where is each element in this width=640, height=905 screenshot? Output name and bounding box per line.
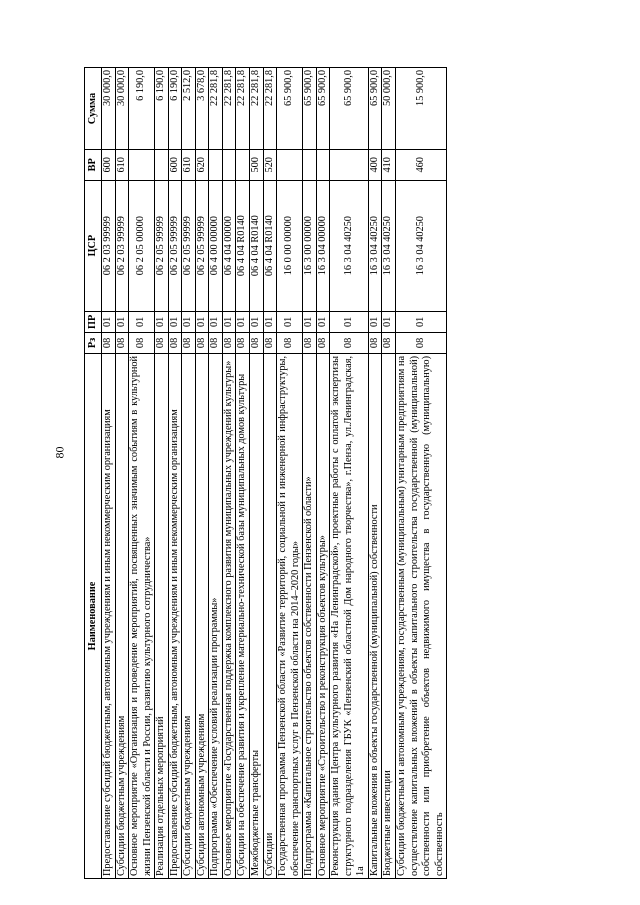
table-row [368,68,382,879]
cell-sum: 15 900,0 [396,68,447,150]
cell-rz: 08 [155,332,169,353]
cell-csr: 16 0 00 00000 [277,180,303,311]
cell-rz: 08 [209,332,223,353]
cell-name: Субсидии [263,353,277,878]
cell-csr: 16 3 04 40250 [330,180,369,311]
cell-name: Подпрограмма «Обеспечение условий реализации программы» [209,353,223,878]
table-row [155,68,169,879]
table-row [168,68,182,879]
cell-vr: 610 [182,150,196,180]
cell-pr: 01 [330,311,369,332]
cell-pr: 01 [182,311,196,332]
cell-sum: 65 900,0 [368,68,382,150]
cell-csr: 16 3 04 40250 [396,180,447,311]
cell-name: Субсидии на обеспечение развития и укрепление материально-технической базы муниципальных домов культуры [236,353,250,878]
cell-name: Реализация отдельных мероприятий [155,353,169,878]
cell-pr: 01 [195,311,209,332]
header-pr: ПР [85,311,102,332]
table-row [330,68,369,879]
cell-rz: 08 [115,332,129,353]
table-row [222,68,236,879]
cell-rz: 08 [222,332,236,353]
header-name: Наименование [85,353,102,878]
table-row [303,68,317,879]
cell-pr: 01 [102,311,116,332]
cell-csr: 06 4 04 R0140 [236,180,250,311]
cell-csr: 06 4 04 R0140 [263,180,277,311]
cell-csr: 06 4 00 00000 [209,180,223,311]
cell-name: Основное мероприятие «Строительство и реконструкция объектов культуры» [316,353,330,878]
cell-csr: 06 4 04 00000 [222,180,236,311]
cell-pr: 01 [316,311,330,332]
cell-vr [236,150,250,180]
budget-table-container [84,67,602,879]
cell-pr: 01 [250,311,264,332]
cell-rz: 08 [303,332,317,353]
table-row [182,68,196,879]
cell-rz: 08 [236,332,250,353]
cell-name: Предоставление субсидий бюджетным, автономным учреждениям и иным некоммерческим организациям [168,353,182,878]
cell-pr: 01 [209,311,223,332]
cell-csr: 16 3 00 00000 [303,180,317,311]
cell-sum: 65 900,0 [277,68,303,150]
cell-pr: 01 [263,311,277,332]
cell-sum: 22 281,8 [236,68,250,150]
table-row [195,68,209,879]
cell-csr: 06 2 05 99999 [168,180,182,311]
cell-rz: 08 [182,332,196,353]
cell-rz: 08 [330,332,369,353]
cell-rz: 08 [168,332,182,353]
table-row [236,68,250,879]
cell-vr [316,150,330,180]
cell-sum: 22 281,8 [222,68,236,150]
cell-csr: 06 4 04 R0140 [250,180,264,311]
cell-sum: 3 678,0 [195,68,209,150]
cell-csr: 06 2 05 99999 [155,180,169,311]
cell-vr [303,150,317,180]
cell-rz: 08 [263,332,277,353]
cell-sum: 2 512,0 [182,68,196,150]
cell-sum: 65 900,0 [330,68,369,150]
cell-name: Основное мероприятие «Государственная поддержка комплексного развития муниципальных учреждений культуры» [222,353,236,878]
cell-rz: 08 [368,332,382,353]
cell-pr: 01 [168,311,182,332]
cell-vr: 460 [396,150,447,180]
cell-vr: 600 [102,150,116,180]
cell-vr: 600 [168,150,182,180]
cell-pr: 01 [303,311,317,332]
cell-name: Субсидии бюджетным учреждениям [182,353,196,878]
cell-csr: 16 3 04 40250 [382,180,396,311]
table-row [263,68,277,879]
table-row [102,68,116,879]
cell-sum: 65 900,0 [303,68,317,150]
cell-name: Субсидии автономным учреждениям [195,353,209,878]
cell-csr: 06 2 05 00000 [129,180,155,311]
cell-csr: 06 2 05 99999 [195,180,209,311]
cell-vr [209,150,223,180]
cell-sum: 30 000,0 [115,68,129,150]
cell-vr: 500 [250,150,264,180]
cell-sum: 6 190,0 [129,68,155,150]
cell-sum: 6 190,0 [168,68,182,150]
header-csr: ЦСР [85,180,102,311]
cell-name: Государственная программа Пензенской области «Развитие территорий, социальной и инженерной инфраструктуры, обеспечение транспортных услуг в Пензенской области на 2014–2020 годы» [277,353,303,878]
cell-sum: 50 000,0 [382,68,396,150]
cell-rz: 08 [250,332,264,353]
cell-csr: 06 2 05 99999 [182,180,196,311]
cell-name: Субсидии бюджетным учреждениям [115,353,129,878]
cell-pr: 01 [396,311,447,332]
cell-vr [129,150,155,180]
cell-name: Капитальные вложения в объекты государственной (муниципальной) собственности [368,353,382,878]
cell-vr: 620 [195,150,209,180]
cell-pr: 01 [129,311,155,332]
cell-name: Реконструкция здания Центра культурного развития «На Ленинградской», проектные работы с оплатой экспертизы структурного подразделения ГБУК «Пензенский областной Дом народного творчества», г.Пенза, ул.Ленинградская, 1а [330,353,369,878]
cell-rz: 08 [382,332,396,353]
cell-vr [277,150,303,180]
table-row [316,68,330,879]
table-body [102,68,447,879]
cell-rz: 08 [195,332,209,353]
table-row [396,68,447,879]
cell-csr: 06 2 03 99999 [115,180,129,311]
cell-rz: 08 [102,332,116,353]
header-vr: ВР [85,150,102,180]
cell-name: Бюджетные инвестиции [382,353,396,878]
cell-csr: 16 3 04 40250 [368,180,382,311]
cell-pr: 01 [155,311,169,332]
header-rz: Рз [85,332,102,353]
table-row [277,68,303,879]
cell-sum: 22 281,8 [250,68,264,150]
cell-name: Субсидии бюджетным и автономным учреждениям, государственным (муниципальным) унитарным предприятиям на осуществление капитальных вложений в объекты капитального строительства государственной (муниципальной) собственности или приобретение объектов недвижимого имущества в государственную (муниципальную) собственность [396,353,447,878]
page-number: 80 [52,446,67,459]
budget-table [84,67,447,879]
cell-vr: 520 [263,150,277,180]
table-header-row [85,68,102,879]
cell-pr: 01 [382,311,396,332]
cell-pr: 01 [222,311,236,332]
cell-vr [155,150,169,180]
cell-sum: 22 281,8 [209,68,223,150]
cell-vr: 400 [368,150,382,180]
cell-name: Межбюджетные трансферты [250,353,264,878]
table-row [382,68,396,879]
cell-name: Основное мероприятие «Организация и проведение мероприятий, посвященных значимым событиям в культурной жизни Пензенской области и России, развитию культурного сотрудничества» [129,353,155,878]
cell-vr: 610 [115,150,129,180]
cell-pr: 01 [368,311,382,332]
cell-vr: 410 [382,150,396,180]
cell-name: Предоставление субсидий бюджетным, автономным учреждениям и иным некоммерческим организациям [102,353,116,878]
table-row [115,68,129,879]
cell-sum: 30 000,0 [102,68,116,150]
cell-pr: 01 [277,311,303,332]
cell-rz: 08 [396,332,447,353]
cell-rz: 08 [129,332,155,353]
cell-rz: 08 [277,332,303,353]
cell-sum: 22 281,8 [263,68,277,150]
table-row [250,68,264,879]
cell-csr: 06 2 03 99999 [102,180,116,311]
table-row [209,68,223,879]
cell-rz: 08 [316,332,330,353]
cell-vr [222,150,236,180]
header-sum: Сумма [85,68,102,150]
cell-vr [330,150,369,180]
cell-name: Подпрограмма «Капитальное строительство объектов собственности Пензенской области» [303,353,317,878]
cell-csr: 16 3 04 00000 [316,180,330,311]
table-row [129,68,155,879]
cell-pr: 01 [115,311,129,332]
cell-pr: 01 [236,311,250,332]
cell-sum: 65 900,0 [316,68,330,150]
cell-sum: 6 190,0 [155,68,169,150]
